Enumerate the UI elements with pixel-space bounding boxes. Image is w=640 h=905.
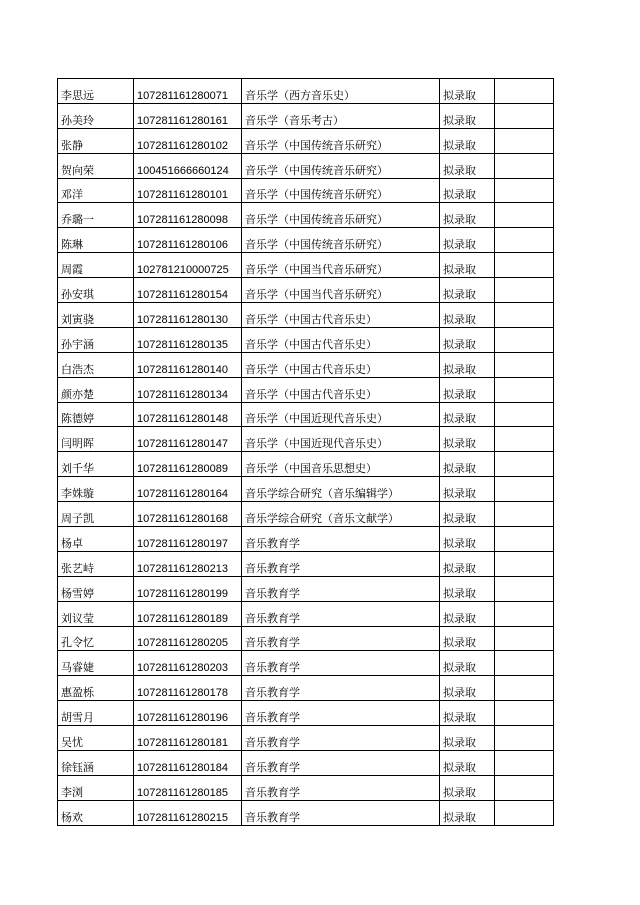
- table-row: [58, 253, 554, 278]
- cell-major: 音乐学（中国古代音乐史）: [242, 377, 440, 402]
- cell-major: 音乐学（中国传统音乐研究）: [242, 128, 440, 153]
- cell-note: [495, 601, 554, 626]
- table-row: [58, 452, 554, 477]
- table-row: [58, 228, 554, 253]
- cell-candidate-id: 107281161280154: [134, 278, 242, 303]
- cell-major: 音乐学（中国传统音乐研究）: [242, 153, 440, 178]
- cell-candidate-id: 107281161280101: [134, 178, 242, 203]
- table-row: [58, 303, 554, 328]
- cell-note: [495, 726, 554, 751]
- table-row: [58, 551, 554, 576]
- cell-note: [495, 576, 554, 601]
- cell-major: 音乐学（中国传统音乐研究）: [242, 178, 440, 203]
- cell-major: 音乐学（中国当代音乐研究）: [242, 253, 440, 278]
- cell-candidate-id: 107281161280106: [134, 228, 242, 253]
- cell-candidate-name: 李思远: [58, 79, 134, 104]
- cell-note: [495, 402, 554, 427]
- cell-status: 拟录取: [440, 253, 495, 278]
- table-row: [58, 327, 554, 352]
- cell-note: [495, 377, 554, 402]
- cell-status: 拟录取: [440, 103, 495, 128]
- table-row: [58, 701, 554, 726]
- cell-candidate-name: 乔璐一: [58, 203, 134, 228]
- cell-candidate-id: 107281161280134: [134, 377, 242, 402]
- cell-status: 拟录取: [440, 427, 495, 452]
- cell-major: 音乐学（中国音乐思想史）: [242, 452, 440, 477]
- table-row: [58, 800, 554, 825]
- cell-major: 音乐教育学: [242, 701, 440, 726]
- cell-major: 音乐教育学: [242, 626, 440, 651]
- table-row: [58, 751, 554, 776]
- cell-candidate-name: 张静: [58, 128, 134, 153]
- table-row: [58, 502, 554, 527]
- cell-note: [495, 751, 554, 776]
- cell-candidate-name: 杨雪婷: [58, 576, 134, 601]
- cell-note: [495, 278, 554, 303]
- cell-candidate-name: 徐钰涵: [58, 751, 134, 776]
- cell-status: 拟录取: [440, 576, 495, 601]
- cell-note: [495, 427, 554, 452]
- table-row: [58, 775, 554, 800]
- cell-candidate-id: 107281161280184: [134, 751, 242, 776]
- cell-candidate-id: 107281161280098: [134, 203, 242, 228]
- table-row: [58, 128, 554, 153]
- cell-status: 拟录取: [440, 203, 495, 228]
- cell-candidate-name: 孙宇涵: [58, 327, 134, 352]
- table-row: [58, 352, 554, 377]
- cell-note: [495, 352, 554, 377]
- cell-candidate-id: 107281161280189: [134, 601, 242, 626]
- cell-candidate-name: 李姝璇: [58, 477, 134, 502]
- cell-candidate-name: 吴忧: [58, 726, 134, 751]
- cell-note: [495, 153, 554, 178]
- cell-candidate-id: 107281161280213: [134, 551, 242, 576]
- cell-candidate-id: 107281161280215: [134, 800, 242, 825]
- cell-candidate-id: 107281161280148: [134, 402, 242, 427]
- cell-candidate-name: 陈琳: [58, 228, 134, 253]
- cell-major: 音乐学综合研究（音乐编辑学）: [242, 477, 440, 502]
- cell-candidate-id: 107281161280197: [134, 527, 242, 552]
- cell-note: [495, 79, 554, 104]
- cell-note: [495, 203, 554, 228]
- cell-major: 音乐学（中国传统音乐研究）: [242, 228, 440, 253]
- cell-major: 音乐学（中国近现代音乐史）: [242, 427, 440, 452]
- cell-note: [495, 775, 554, 800]
- cell-status: 拟录取: [440, 800, 495, 825]
- cell-candidate-id: 107281161280071: [134, 79, 242, 104]
- cell-note: [495, 178, 554, 203]
- cell-candidate-name: 刘议莹: [58, 601, 134, 626]
- cell-candidate-id: 107281161280199: [134, 576, 242, 601]
- cell-status: 拟录取: [440, 303, 495, 328]
- cell-note: [495, 452, 554, 477]
- cell-candidate-id: 107281161280130: [134, 303, 242, 328]
- cell-candidate-name: 白浩杰: [58, 352, 134, 377]
- cell-candidate-name: 颜亦楚: [58, 377, 134, 402]
- cell-candidate-name: 贺向荣: [58, 153, 134, 178]
- cell-candidate-name: 孙安琪: [58, 278, 134, 303]
- cell-major: 音乐教育学: [242, 800, 440, 825]
- cell-candidate-id: 107281161280147: [134, 427, 242, 452]
- cell-candidate-name: 孔令忆: [58, 626, 134, 651]
- table-row: [58, 153, 554, 178]
- cell-status: 拟录取: [440, 477, 495, 502]
- admission-list-table: [57, 78, 554, 826]
- cell-major: 音乐教育学: [242, 751, 440, 776]
- cell-candidate-id: 107281161280135: [134, 327, 242, 352]
- cell-major: 音乐学综合研究（音乐文献学）: [242, 502, 440, 527]
- cell-candidate-name: 胡雪月: [58, 701, 134, 726]
- cell-status: 拟录取: [440, 228, 495, 253]
- cell-major: 音乐教育学: [242, 775, 440, 800]
- cell-note: [495, 676, 554, 701]
- cell-status: 拟录取: [440, 327, 495, 352]
- cell-major: 音乐学（中国近现代音乐史）: [242, 402, 440, 427]
- cell-status: 拟录取: [440, 551, 495, 576]
- cell-status: 拟录取: [440, 178, 495, 203]
- cell-candidate-id: 107281161280102: [134, 128, 242, 153]
- cell-major: 音乐教育学: [242, 726, 440, 751]
- cell-note: [495, 551, 554, 576]
- table-row: [58, 676, 554, 701]
- cell-major: 音乐学（中国当代音乐研究）: [242, 278, 440, 303]
- cell-note: [495, 228, 554, 253]
- cell-candidate-id: 107281161280140: [134, 352, 242, 377]
- table-row: [58, 79, 554, 104]
- cell-candidate-name: 刘寅骁: [58, 303, 134, 328]
- cell-note: [495, 477, 554, 502]
- cell-candidate-name: 周子凯: [58, 502, 134, 527]
- cell-major: 音乐学（中国古代音乐史）: [242, 352, 440, 377]
- table-row: [58, 651, 554, 676]
- cell-candidate-name: 周霞: [58, 253, 134, 278]
- cell-candidate-name: 闫明晖: [58, 427, 134, 452]
- cell-status: 拟录取: [440, 775, 495, 800]
- cell-candidate-id: 102781210000725: [134, 253, 242, 278]
- table-row: [58, 576, 554, 601]
- cell-candidate-name: 孙美玲: [58, 103, 134, 128]
- cell-candidate-id: 100451666660124: [134, 153, 242, 178]
- cell-status: 拟录取: [440, 651, 495, 676]
- cell-candidate-id: 107281161280089: [134, 452, 242, 477]
- cell-note: [495, 502, 554, 527]
- cell-note: [495, 128, 554, 153]
- cell-candidate-id: 107281161280185: [134, 775, 242, 800]
- cell-candidate-id: 107281161280161: [134, 103, 242, 128]
- cell-major: 音乐教育学: [242, 576, 440, 601]
- cell-candidate-name: 陈德婷: [58, 402, 134, 427]
- cell-status: 拟录取: [440, 701, 495, 726]
- cell-status: 拟录取: [440, 153, 495, 178]
- cell-major: 音乐学（西方音乐史）: [242, 79, 440, 104]
- cell-candidate-id: 107281161280196: [134, 701, 242, 726]
- cell-note: [495, 527, 554, 552]
- cell-candidate-name: 邓洋: [58, 178, 134, 203]
- cell-status: 拟录取: [440, 79, 495, 104]
- cell-status: 拟录取: [440, 601, 495, 626]
- cell-major: 音乐学（中国古代音乐史）: [242, 303, 440, 328]
- cell-status: 拟录取: [440, 502, 495, 527]
- cell-major: 音乐教育学: [242, 651, 440, 676]
- cell-candidate-name: 杨卓: [58, 527, 134, 552]
- cell-candidate-name: 杨欢: [58, 800, 134, 825]
- cell-status: 拟录取: [440, 402, 495, 427]
- cell-note: [495, 327, 554, 352]
- cell-major: 音乐学（中国古代音乐史）: [242, 327, 440, 352]
- cell-note: [495, 253, 554, 278]
- cell-candidate-id: 107281161280181: [134, 726, 242, 751]
- cell-candidate-id: 107281161280178: [134, 676, 242, 701]
- table-row: [58, 626, 554, 651]
- cell-candidate-name: 马睿婕: [58, 651, 134, 676]
- cell-candidate-name: 惠盈栎: [58, 676, 134, 701]
- cell-note: [495, 303, 554, 328]
- cell-major: 音乐学（音乐考古）: [242, 103, 440, 128]
- cell-status: 拟录取: [440, 352, 495, 377]
- table-row: [58, 601, 554, 626]
- cell-candidate-id: 107281161280205: [134, 626, 242, 651]
- cell-candidate-id: 107281161280168: [134, 502, 242, 527]
- cell-candidate-id: 107281161280203: [134, 651, 242, 676]
- table-row: [58, 203, 554, 228]
- cell-status: 拟录取: [440, 626, 495, 651]
- table-row: [58, 477, 554, 502]
- cell-candidate-name: 张艺峙: [58, 551, 134, 576]
- cell-status: 拟录取: [440, 527, 495, 552]
- cell-major: 音乐教育学: [242, 601, 440, 626]
- cell-note: [495, 701, 554, 726]
- cell-status: 拟录取: [440, 377, 495, 402]
- admission-list-body: [58, 79, 554, 826]
- cell-status: 拟录取: [440, 128, 495, 153]
- cell-status: 拟录取: [440, 278, 495, 303]
- cell-note: [495, 800, 554, 825]
- cell-note: [495, 626, 554, 651]
- table-row: [58, 377, 554, 402]
- cell-candidate-name: 刘千华: [58, 452, 134, 477]
- cell-major: 音乐教育学: [242, 527, 440, 552]
- table-row: [58, 278, 554, 303]
- cell-major: 音乐教育学: [242, 676, 440, 701]
- table-row: [58, 103, 554, 128]
- cell-note: [495, 651, 554, 676]
- cell-status: 拟录取: [440, 726, 495, 751]
- table-row: [58, 527, 554, 552]
- table-row: [58, 178, 554, 203]
- cell-major: 音乐教育学: [242, 551, 440, 576]
- cell-candidate-id: 107281161280164: [134, 477, 242, 502]
- cell-note: [495, 103, 554, 128]
- table-row: [58, 402, 554, 427]
- table-row: [58, 427, 554, 452]
- cell-candidate-name: 李浏: [58, 775, 134, 800]
- cell-major: 音乐学（中国传统音乐研究）: [242, 203, 440, 228]
- cell-status: 拟录取: [440, 751, 495, 776]
- table-row: [58, 726, 554, 751]
- cell-status: 拟录取: [440, 452, 495, 477]
- cell-status: 拟录取: [440, 676, 495, 701]
